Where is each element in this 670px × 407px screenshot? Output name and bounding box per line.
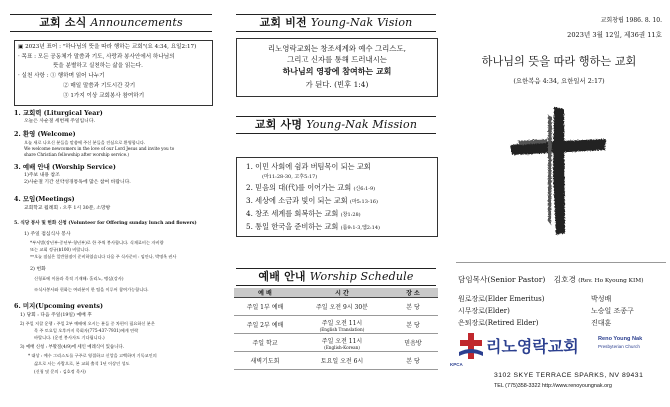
vision-line: 리노영락교회는 창조세계와 예수 그리스도,: [268, 44, 406, 53]
schedule-col-header: 시 간: [296, 288, 388, 298]
mission-item: [246, 222, 380, 232]
mission-item-ref: (롬9:1-3,엡2:14): [340, 225, 380, 231]
news-item-title: 2. 환영 (Welcome): [14, 130, 76, 138]
schedule-time: 토요일 오전 6시: [296, 352, 388, 370]
theme-line: · 실천 사항 : ① 행하며 읽어 나누기: [18, 73, 105, 79]
staff-role: 은퇴장로(Retired Elder): [458, 319, 539, 327]
news-item-line: 오늘은 사순절 세번째 주일입니다.: [24, 119, 95, 124]
staff-name: 진대훈: [591, 319, 612, 327]
theme-line: ▣ 2023년 표어 : "하나님의 뜻을 따라 행하는 교회"(요 4:34, 요일2:17): [18, 44, 197, 50]
vision-line: 가 된다. (빈후 1:4): [305, 80, 369, 89]
vision-header: [236, 14, 436, 32]
church-address: 3102 SKYE TERRACE SPARKS, NV 89431: [494, 372, 644, 379]
staff-name: 노승일 조종구: [591, 307, 634, 315]
schedule-time-note: (English-Korean): [324, 344, 360, 350]
announcements-column: [0, 0, 222, 407]
schedule-col-header: 장 소: [388, 288, 438, 298]
senior-pastor: [458, 274, 644, 285]
schedule-time-cell: [296, 316, 388, 334]
schedule-name: 새벽기도회: [234, 352, 296, 370]
mission-item-ref: (마5:13-16): [349, 199, 378, 205]
mission-item: [246, 196, 378, 206]
news-item-line: * 대상 : 예수 그리스도를 구주로 영접하고 신앙을 고백하며 기독교인의: [28, 353, 157, 358]
cover-subtitle: (요한복음 4:34, 요한일서 2:17): [513, 77, 605, 85]
news-item-line: 1) 당회 : 다음 주일(19일) 예배 후: [20, 313, 92, 318]
news-item-title: 6. 미지(Upcoming events): [14, 302, 104, 310]
vision-mission-column: [224, 0, 446, 407]
mission-item-text: 1. 이민 사회에 쉼과 버팀목이 되는 교회: [246, 162, 371, 171]
news-item-line: share Christian fellowship after worship service.): [24, 152, 130, 157]
cover-column: [448, 0, 670, 407]
mission-title-ko: 교회 사명: [254, 118, 303, 131]
news-item-title: 3. 예배 안내 (Worship Service): [14, 163, 116, 171]
schedule-place: 본 당: [388, 316, 438, 334]
news-item-line: 교회학교 월례회 : 오후 1시 30분, 소망방: [24, 206, 111, 211]
news-item-title: 5. 식당 봉사 및 헌화 신청 (Volunteer for Offering sunday lunch and flowers): [14, 221, 197, 226]
schedule-time: 주일 오전 9시 30분: [296, 298, 388, 316]
theme-line: ③ 1가지 이상 교회봉사 참여하기: [63, 93, 145, 99]
schedule-title-en: Worship Schedule: [309, 270, 414, 283]
church-contact: TEL (775)358-3322 http://www.renoyoungnak.org: [494, 383, 612, 389]
schedule-place: 본 당: [388, 352, 438, 370]
theme-line: · 목표 : 모든 공동체가 말씀과 기도, 사랑과 봉사안에서 하나님의: [18, 54, 175, 60]
pastor-name: 김호경: [553, 275, 576, 284]
vision-line: 그리고 신자를 통해 드러내시는: [287, 55, 387, 64]
news-item-line: 1) 주일 점심식사 봉사: [24, 232, 71, 237]
news-item-line: 1)주보 내용 참조: [24, 173, 60, 178]
mission-item-ref: (신6:1-9): [353, 186, 376, 192]
staff-role: 시무장로(Elder): [458, 307, 510, 315]
mission-title-en: Young-Nak Mission: [306, 118, 418, 131]
mission-item-ref: (창1:28): [340, 212, 361, 218]
announcements-title-en: Announcements: [90, 16, 183, 29]
schedule-row: [234, 316, 438, 334]
mission-item-ref: (마11:28-30, 고후5:17): [262, 174, 318, 180]
schedule-time-note: (English Translation): [319, 326, 365, 332]
mission-item-text: 4. 창조 세계를 회복하는 교회: [246, 209, 339, 218]
cover-title: 하나님의 뜻을 따라 행하는 교회: [481, 55, 637, 68]
issue-date: 2023년 3월 12일, 제36권 11호: [567, 31, 662, 39]
vision-box: [236, 38, 438, 97]
schedule-time: 주일 오전 11시: [321, 337, 363, 345]
vision-title-ko: 교회 비전: [259, 16, 307, 29]
schedule-name: 주일 2부 예배: [234, 316, 296, 334]
news-item-line: *부서별(장년부-중년부-청년부)로 한 주씩 봉사합니다. 식재료비는 자비량: [30, 240, 164, 245]
schedule-place: 본 당: [388, 298, 438, 316]
news-item-line: 2) 헌화: [30, 267, 46, 272]
vision-emphasis: 하나님의 영광에 참여하는 교회: [282, 66, 392, 76]
schedule-place: 믿음방: [388, 334, 438, 352]
theme-line: ② 매일 말씀과 기도시간 갖기: [63, 83, 136, 89]
news-item-title: 4. 모임(Meetings): [14, 195, 75, 203]
news-item-line: 3) 예배 신청 : 부활절(4/9)에 세인 예례식이 있습니다.: [20, 345, 124, 350]
news-item-line: 2)사순절 기간 선약성경통독에 많은 참여 바랍니다.: [24, 180, 131, 185]
theme-box: [14, 40, 213, 106]
schedule-time-cell: [296, 334, 388, 352]
church-name-en-sub: Presbyterian Church: [598, 344, 640, 349]
news-item-line: **오늘 점심은 일반함점이 준비하였습니다 다음 주 식사준비 : 임안나, 박명옥 권사: [30, 254, 177, 259]
schedule-row: [234, 298, 438, 316]
church-name-en: Reno Young Nak: [598, 336, 643, 342]
news-item-line: ※식사봉사와 헌화는 여러분이 한 팀을 이루어 참여가능합니다.: [34, 287, 149, 292]
schedule-row: [234, 352, 438, 370]
church-logo-icon: [458, 332, 484, 362]
news-item-line: 오늘 새로 나오신 분들을 말씀에 주신 분들을 진심으로 환영합니다.: [24, 140, 146, 145]
news-item-line: 2) 주일 저찰 운행 : 주일 2부 예배에 오시는 분들 중 차편이 필요하신 분은: [20, 321, 155, 326]
schedule-row: [234, 334, 438, 352]
kpca-label: KPCA: [450, 362, 463, 367]
announcements-header: [10, 14, 212, 32]
divider: [456, 262, 666, 263]
news-item-line: 목 주 토요일 오후까지 목회자(775-437-7931)에게 연락: [34, 328, 139, 333]
news-item-line: We welcome newcomers in the love of our Lord Jesus and invite you to: [24, 146, 175, 151]
schedule-header-row: [234, 288, 438, 298]
mission-item-text: 5. 통일 한국을 준비하는 교회: [246, 222, 339, 231]
news-item-line: (신청 및 문의 : 김호정 목사): [34, 369, 86, 374]
announcements-title-ko: 교회 소식: [39, 16, 87, 29]
mission-header: [236, 116, 436, 134]
schedule-header: [236, 268, 436, 286]
mission-item-text: 2. 믿음의 대(代)를 이어가는 교회: [246, 183, 352, 192]
theme-line: 뜻을 분별하고 실천하는 삶을 읽는다.: [53, 63, 143, 69]
schedule-name: 주일 학교: [234, 334, 296, 352]
news-item-line: 바랍니다. (운전 봉사자도 기다립니다.): [34, 335, 105, 340]
cross-icon: [508, 105, 608, 237]
founded-date: 교회창립 1986. 8. 10.: [600, 17, 662, 24]
news-item-title: 1. 교회력 (Liturgical Year): [14, 109, 103, 117]
schedule-col-header: 예 배: [234, 288, 296, 298]
staff-name: 박성배: [591, 295, 612, 303]
news-item-line: 신청표에 이름과 목적 기재해: 홀리노, 맹실(강사): [34, 276, 124, 281]
schedule-title-ko: 예배 안내: [258, 270, 306, 283]
schedule-time: 주일 오전 11시: [321, 319, 363, 327]
mission-item: [246, 183, 375, 193]
schedule-name: 주일 1부 예배: [234, 298, 296, 316]
vision-title-en: Young-Nak Vision: [310, 16, 413, 29]
schedule-table: [234, 288, 438, 370]
mission-item-text: 3. 세상에 소금과 빛이 되는 교회: [246, 196, 348, 205]
mission-item: [246, 209, 361, 219]
pastor-label: 담임목사(Senior Pastor): [458, 275, 546, 284]
mission-box: [236, 157, 438, 237]
church-name-ko: 리노영락교회: [486, 337, 579, 356]
news-item-line: 삶으로 사는 사람으로, 본 교회 출석 1년 이상인 성도: [34, 361, 130, 366]
news-item-line: 또는 교회 정규($100) 비랍니다.: [30, 247, 90, 252]
pastor-name-en: (Rev. Ho Kyoung KIM): [578, 278, 644, 284]
staff-role: 원로장로(Elder Emeritus): [458, 295, 545, 303]
mission-item: [246, 162, 371, 172]
